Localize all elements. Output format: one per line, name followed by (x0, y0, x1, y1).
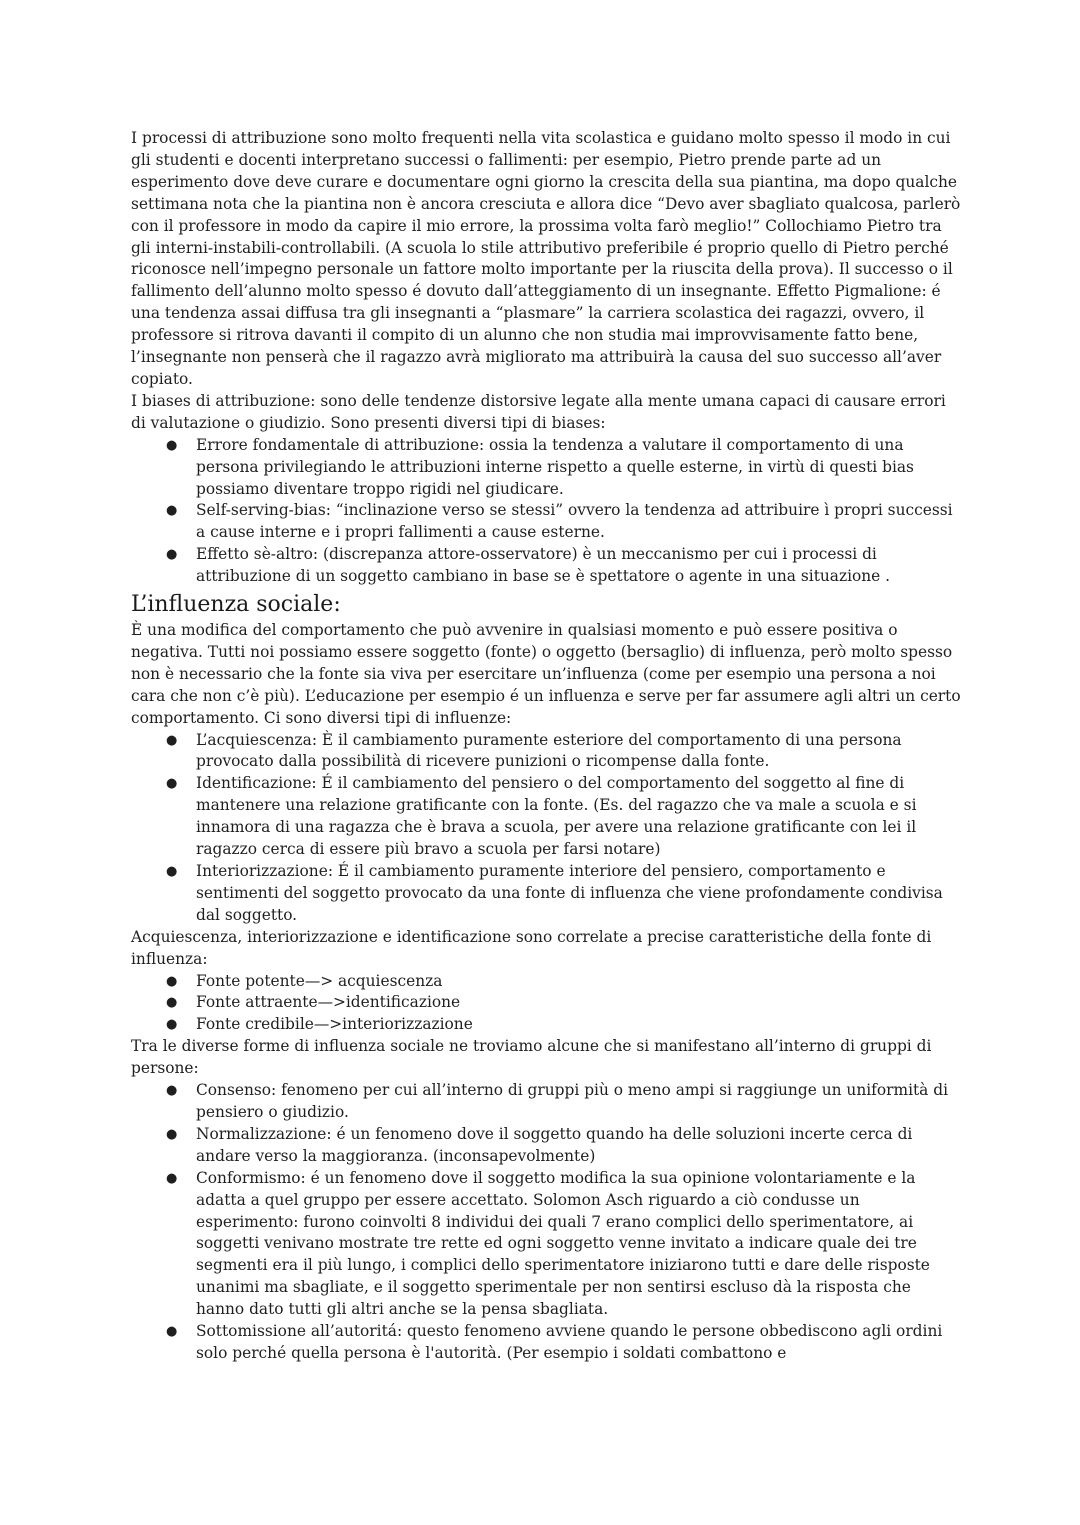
document-page (131, 128, 961, 1365)
group-forms-list (131, 1080, 961, 1365)
bullet-icon: ● (166, 1324, 178, 1340)
list-item: ● Interiorizzazione: É il cambiamento puramente interiore del pensiero, comportamento e sentimenti del soggetto provocato da una fonte di influenza che viene profondamente condivisa dal soggetto. (166, 862, 943, 924)
influence-definition-paragraph: È una modifica del comportamento che può avvenire in qualsiasi momento e può essere positiva o negativa. Tutti noi possiamo essere soggetto (fonte) o oggetto (bersaglio) di influenza, però molto spesso non è necessario che la fonte sia viva per esercitare un’influenza (come per esempio una persona a noi cara che non c’è più). L’educazione per esempio é un influenza e serve per far assumere agli altri un certo comportamento. Ci sono diversi tipi di influenze: (131, 621, 961, 727)
list-item: ● Conformismo: é un fenomeno dove il soggetto modifica la sua opinione volontariamente e la adatta a quel gruppo per essere accettato. Solomon Asch riguardo a ciò condusse un esperimento: furono coinvolti 8 individui dei quali 7 erano complici dello sperimentatore, ai soggetti venivano mostrate tre rette ed ogni soggetto venne invitato a indicare quale dei tre segmenti era il più lungo, i complici dello sperimentatore iniziarono tutti e dare delle risposte unanimi ma sbagliate, e il soggetto sperimentale per non sentirsi escluso dà la risposta che hanno dato tutti gli altri anche se la pensa sbagliata. (166, 1168, 930, 1319)
list-item: ● Identificazione: É il cambiamento del pensiero o del comportamento del soggetto al fine di mantenere una relazione gratificante con la fonte. (Es. del ragazzo che va male a scuola e si innamora di una ragazza che è brava a scuola, per avere una relazione gratificante con lei il ragazzo cerca di essere più bravo a scuola per farsi notare) (166, 774, 917, 859)
bullet-icon: ● (166, 973, 178, 989)
bullet-icon: ● (166, 995, 178, 1011)
sources-list (131, 971, 961, 1037)
bullet-icon: ● (166, 864, 178, 879)
list-item: ● Fonte attraente—>identificazione (131, 992, 961, 1014)
bullet-icon: ● (166, 1083, 178, 1099)
list-item: ● Fonte potente—> acquiescenza (131, 971, 961, 993)
list-item: ● Errore fondamentale di attribuzione: ossia la tendenza a valutare il comportamento di una persona privilegiando le attribuzioni interne rispetto a quelle esterne, in virtù di questi bias possiamo diventare troppo rigidi nel giudicare. (166, 435, 914, 498)
bullet-icon: ● (166, 1170, 178, 1186)
bullet-icon: ● (166, 776, 178, 792)
bullet-icon: ● (166, 732, 178, 748)
biases-list (131, 435, 961, 588)
influences-list (131, 730, 961, 927)
bullet-icon: ● (166, 547, 178, 563)
list-item: ● Effetto sè-altro: (discrepanza attore-osservatore) è un meccanismo per cui i processi di attribuzione di un soggetto cambiano in base se è spettatore o agente in una situazione . (166, 545, 891, 586)
sources-intro-paragraph: Acquiescenza, interiorizzazione e identificazione sono correlate a precise caratteristiche della fonte di influenza: (131, 927, 932, 968)
bullet-icon: ● (166, 437, 178, 453)
bullet-icon: ● (166, 1126, 178, 1142)
list-item: ● Normalizzazione: é un fenomeno dove il soggetto quando ha delle soluzioni incerte cerca di andare verso la maggioranza. (inconsapevolmente) (166, 1124, 913, 1165)
list-item: ● Fonte credibile—>interiorizzazione (131, 1014, 961, 1036)
biases-intro-paragraph: I biases di attribuzione: sono delle tendenze distorsive legate alla mente umana capaci di causare errori di valutazione o giudizio. Sono presenti diversi tipi di biases: (131, 391, 946, 432)
section-heading: L’influenza sociale: (131, 592, 341, 618)
bullet-icon: ● (166, 503, 178, 519)
list-item: ● Consenso: fenomeno per cui all’interno di gruppi più o meno ampi si raggiunge un uniformità di pensiero o giudizio. (166, 1081, 949, 1121)
bullet-icon: ● (166, 1017, 178, 1033)
list-item: ● L’acquiescenza: È il cambiamento puramente esteriore del comportamento di una persona provocato dalla possibilità di ricevere punizioni o ricompense dalla fonte. (166, 730, 902, 771)
list-item: ● Self-serving-bias: “inclinazione verso se stessi” ovvero la tendenza ad attribuire ì propri successi a cause interne e i propri fallimenti a cause esterne. (166, 501, 953, 542)
intro-paragraph: I processi di attribuzione sono molto frequenti nella vita scolastica e guidano molto spesso il modo in cui gli studenti e docenti interpretano successi o fallimenti: per esempio, Pietro prende parte ad un esperimento dove deve curare e documentare ogni giorno la crescita della sua piantina, ma dopo qualche settimana nota che la piantina non è ancora cresciuta e allora dice “Devo aver sbagliato qualcosa, parlerò con il professore in modo da capire il mio errore, la prossima volta farò meglio!” Collochiamo Pietro tra gli interni-instabili-controllabili. (A scuola lo stile attributivo preferibile é proprio quello di Pietro perché riconosce nell’impegno personale un fattore molto importante per la riuscita della prova). Il successo o il fallimento dell’alunno molto spesso é dovuto dall’atteggiamento di un insegnante. Effetto Pigmalione: é una tendenza assai diffusa tra gli insegnanti a “plasmare” la carriera scolastica dei ragazzi, ovvero, il professore si ritrova davanti il compito di un alunno che non studia mai improvvisamente fatto bene, l’insegnante non penserà che il ragazzo avrà migliorato ma attribuirà la causa del suo successo all’aver copiato. (131, 129, 961, 388)
group-forms-intro-paragraph: Tra le diverse forme di influenza sociale ne troviamo alcune che si manifestano all’interno di gruppi di persone: (131, 1037, 932, 1078)
list-item: ● Sottomissione all’autoritá: questo fenomeno avviene quando le persone obbediscono agli ordini solo perché quella persona è l'autorità. (Per esempio i soldati combattono e (166, 1322, 943, 1362)
